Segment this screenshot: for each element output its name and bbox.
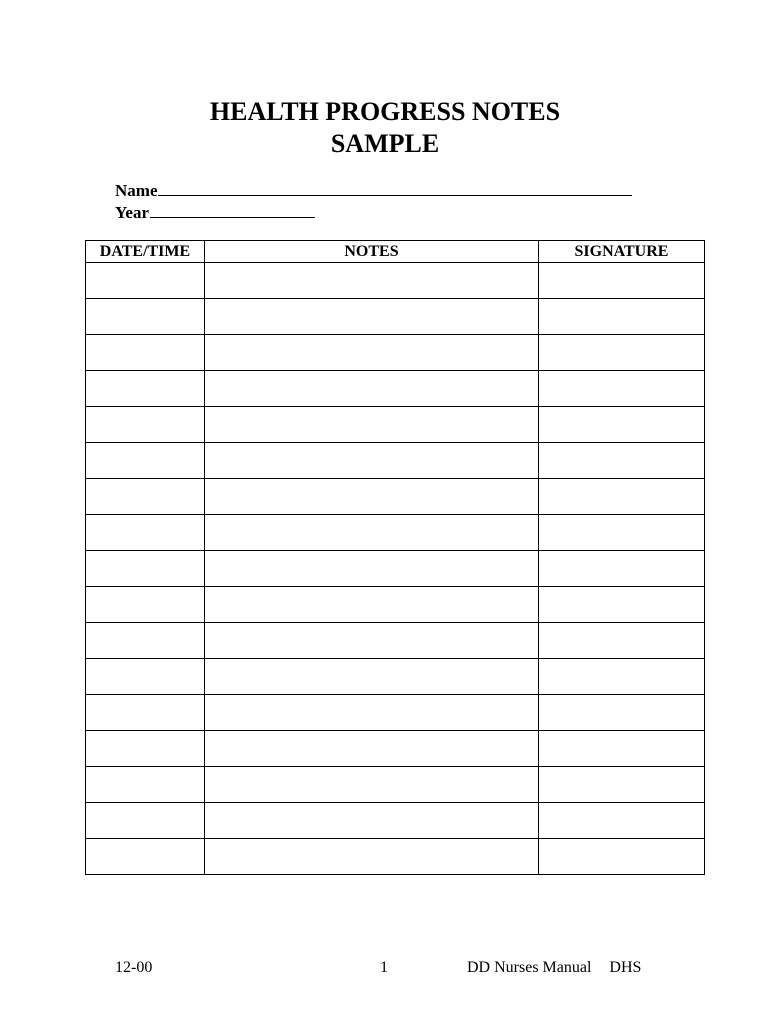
notes-cell[interactable] — [205, 299, 539, 335]
notes-cell[interactable] — [205, 335, 539, 371]
progress-notes-table — [85, 240, 705, 875]
table-row — [86, 587, 705, 623]
table-row — [86, 479, 705, 515]
header-signature: SIGNATURE — [539, 241, 705, 263]
date-time-cell[interactable] — [86, 407, 205, 443]
date-time-cell[interactable] — [86, 659, 205, 695]
year-blank-line[interactable] — [150, 202, 315, 218]
date-time-cell[interactable] — [86, 803, 205, 839]
document-subtitle: SAMPLE — [330, 129, 440, 158]
name-blank-line[interactable] — [158, 180, 632, 196]
date-time-cell[interactable] — [86, 551, 205, 587]
date-time-cell[interactable] — [86, 695, 205, 731]
signature-cell[interactable] — [539, 659, 705, 695]
notes-cell[interactable] — [205, 407, 539, 443]
date-time-cell[interactable] — [86, 371, 205, 407]
notes-cell[interactable] — [205, 659, 539, 695]
name-field[interactable] — [115, 180, 632, 201]
signature-cell[interactable] — [539, 587, 705, 623]
notes-cell[interactable] — [205, 263, 539, 299]
signature-cell[interactable] — [539, 371, 705, 407]
signature-cell[interactable] — [539, 479, 705, 515]
date-time-cell[interactable] — [86, 587, 205, 623]
signature-cell[interactable] — [539, 551, 705, 587]
table-row — [86, 443, 705, 479]
date-time-cell[interactable] — [86, 515, 205, 551]
year-label: Year — [115, 203, 149, 222]
date-time-cell[interactable] — [86, 479, 205, 515]
signature-cell[interactable] — [539, 731, 705, 767]
signature-cell[interactable] — [539, 335, 705, 371]
notes-cell[interactable] — [205, 443, 539, 479]
signature-cell[interactable] — [539, 299, 705, 335]
footer-agency: DHS — [609, 959, 642, 976]
date-time-cell[interactable] — [86, 623, 205, 659]
table-row — [86, 803, 705, 839]
footer-manual: DD Nurses Manual — [467, 959, 592, 976]
signature-cell[interactable] — [539, 407, 705, 443]
footer-manual-info — [467, 958, 641, 978]
notes-cell[interactable] — [205, 371, 539, 407]
table-header-row — [86, 241, 705, 263]
table-row — [86, 263, 705, 299]
table-row — [86, 623, 705, 659]
notes-cell[interactable] — [205, 803, 539, 839]
notes-cell[interactable] — [205, 767, 539, 803]
date-time-cell[interactable] — [86, 335, 205, 371]
year-field[interactable] — [115, 202, 315, 223]
notes-cell[interactable] — [205, 551, 539, 587]
table-row — [86, 551, 705, 587]
date-time-cell[interactable] — [86, 263, 205, 299]
notes-cell[interactable] — [205, 515, 539, 551]
document-title: HEALTH PROGRESS NOTES — [209, 97, 561, 126]
table-row — [86, 515, 705, 551]
table-row — [86, 731, 705, 767]
notes-cell[interactable] — [205, 479, 539, 515]
table-row — [86, 299, 705, 335]
signature-cell[interactable] — [539, 443, 705, 479]
table-row — [86, 695, 705, 731]
header-notes: NOTES — [205, 241, 539, 263]
date-time-cell[interactable] — [86, 443, 205, 479]
date-time-cell[interactable] — [86, 839, 205, 875]
notes-cell[interactable] — [205, 731, 539, 767]
notes-cell[interactable] — [205, 587, 539, 623]
name-label: Name — [115, 181, 158, 200]
notes-cell[interactable] — [205, 839, 539, 875]
date-time-cell[interactable] — [86, 767, 205, 803]
signature-cell[interactable] — [539, 623, 705, 659]
header-date-time: DATE/TIME — [86, 241, 205, 263]
signature-cell[interactable] — [539, 515, 705, 551]
signature-cell[interactable] — [539, 767, 705, 803]
signature-cell[interactable] — [539, 695, 705, 731]
notes-cell[interactable] — [205, 695, 539, 731]
date-time-cell[interactable] — [86, 299, 205, 335]
table-row — [86, 335, 705, 371]
footer-revision: 12-00 — [115, 959, 153, 976]
table-row — [86, 767, 705, 803]
signature-cell[interactable] — [539, 803, 705, 839]
date-time-cell[interactable] — [86, 731, 205, 767]
table-row — [86, 371, 705, 407]
table-row — [86, 839, 705, 875]
signature-cell[interactable] — [539, 263, 705, 299]
table-row — [86, 659, 705, 695]
footer-page-number: 1 — [380, 959, 388, 976]
signature-cell[interactable] — [539, 839, 705, 875]
table-row — [86, 407, 705, 443]
notes-cell[interactable] — [205, 623, 539, 659]
